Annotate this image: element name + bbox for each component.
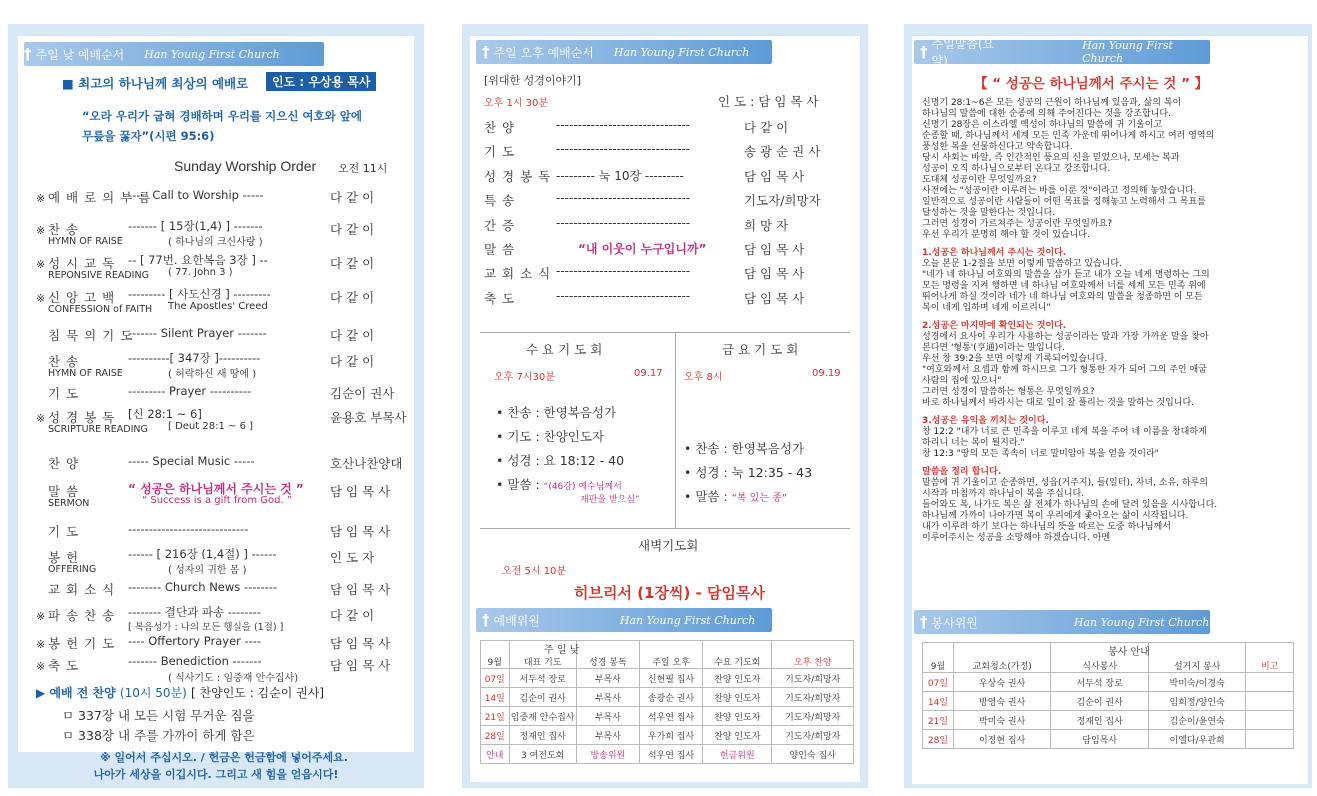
table-cell: 안내 <box>481 745 510 764</box>
order-person: 다 같 이 <box>330 190 375 205</box>
pre-hymn-1: ㅁ 337장 내 모든 시험 무거운 짐을 <box>62 708 255 723</box>
message-label: • 말씀 : <box>496 477 544 492</box>
message-text: “복 있는 종” <box>731 493 788 504</box>
afternoon-person: 희 망 자 <box>744 217 789 233</box>
pre-title: ▶ 예배 전 찬양 <box>36 686 116 700</box>
band-title: 주일말씀(요약) <box>931 37 995 68</box>
table-cell: 기도자/희망자 <box>772 726 854 745</box>
table-cell: 기도자/희망자 <box>772 707 854 726</box>
afternoon-detail: ------------------------------- <box>556 264 691 279</box>
sermon-line: 일반적으로 성공이란 사람들이 어떤 목표를 정해놓고 노력해서 그 목표를 <box>922 197 1206 207</box>
table-row <box>481 688 854 707</box>
table-header-group: 봉사 안내 <box>1108 647 1150 658</box>
table-header-row <box>481 641 854 669</box>
cross-icon: † <box>24 45 32 63</box>
afternoon-leader: 인 도 : 담 임 목 사 <box>718 94 819 109</box>
order-person: 김순이 권사 <box>330 386 395 401</box>
order-label: 찬 송 <box>48 354 80 369</box>
section-band <box>476 40 772 64</box>
order-detail-2: ( 성자의 귀한 몸 ) <box>168 565 247 576</box>
order-label-en: REPONSIVE READING <box>48 270 149 281</box>
duty-table <box>480 640 854 764</box>
afternoon-detail: ------------------------------- <box>556 288 691 303</box>
table-cell: 07일 <box>481 669 510 688</box>
pre-time: (10시 50분) <box>119 686 187 700</box>
table-cell: 찬양 인도자 <box>703 726 772 745</box>
order-detail: ------- [ 15장(1,4) ] ------- <box>128 219 263 233</box>
order-label: 신 앙 고 백 <box>48 290 116 305</box>
table-header-cell: 설거지 봉사 <box>1148 643 1246 673</box>
band-title: 예배위원 <box>493 613 540 628</box>
table-cell <box>1246 711 1294 730</box>
table-cell: 부목사 <box>576 669 639 688</box>
message-label: • 말씀 : <box>684 489 732 504</box>
sermon-point-heading: 2.성공은 마지막에 확인되는 것이다. <box>922 321 1067 331</box>
sermon-line: 신명기 28장은 이스라엘 백성이 하나님의 말씀에 귀 기울이고 <box>922 120 1163 130</box>
table-cell: 07일 <box>923 673 954 692</box>
message-text-2: 재판을 받으심” <box>580 495 640 505</box>
table-cell: 기도자/희망자 <box>772 669 854 688</box>
sermon-line: 본다면 '형통'(亨通)이라는 말입니다. <box>922 343 1065 353</box>
table-cell: 방송위원 <box>576 745 639 764</box>
order-detail: ------- Benediction ------- <box>128 654 262 668</box>
band-title: 봉사위원 <box>931 615 978 630</box>
table-cell: 박미숙 권사 <box>953 711 1051 730</box>
band-subtitle: Han Young First Church <box>144 47 280 61</box>
order-detail-2: [ 복음성가 : 나의 모든 행실을 (1절) ] <box>128 622 284 633</box>
order-person: 다 같 이 <box>330 354 375 369</box>
table-cell <box>1246 673 1294 692</box>
table-cell: 우상숙 권사 <box>953 673 1051 692</box>
table-header-cell: 오후 찬양 <box>772 641 854 669</box>
sermon-line: 내가 이루려 하기 보다는 하나님의 뜻을 따르는 도중 하나님께서 <box>922 522 1171 532</box>
sermon-line: 성공이 오직 하나님으로부터 온다고 강조합니다. <box>922 164 1111 174</box>
order-marker: ※ <box>36 224 46 237</box>
friday-item: • 성경 : 눅 12:35 - 43 <box>684 465 813 480</box>
sermon-line: 우선 우리가 분명히 해야 할 것이 있습니다. <box>922 230 1090 240</box>
table-header-cell: 성경 봉독 <box>576 641 639 669</box>
order-person: 담 임 목 사 <box>330 484 391 499</box>
section-band <box>476 608 772 632</box>
order-person: 호산나찬양대 <box>330 456 403 471</box>
band-subtitle: Han Young First Church <box>619 613 756 627</box>
sermon-line: 시작과 마침까지 하나님이 복을 주십니다. <box>922 489 1085 499</box>
order-detail-2: [ Deut 28:1 ~ 6 ] <box>168 421 254 432</box>
order-label-en: OFFERING <box>48 564 97 575</box>
wednesday-item: • 찬송 : 한영복음성가 <box>496 405 617 420</box>
table-cell: 부목사 <box>576 726 639 745</box>
panel-inner <box>470 36 860 782</box>
sermon-point-heading: 말씀을 정리 합니다. <box>922 467 1002 477</box>
section-band <box>24 42 324 66</box>
order-detail-2: ( 식사기도 : 임중재 안수집사) <box>168 673 299 684</box>
sermon-line: 당시 사회는 바알, 즉 인간적인 풍요의 신을 믿었으나, 모세는 복과 <box>922 153 1180 163</box>
table-cell: 28일 <box>923 730 954 749</box>
table-row <box>923 692 1294 711</box>
verse-line-2: 무릎을 꿇자”(시편 95:6) <box>82 129 215 143</box>
sermon-line: 뛰어나게 하실 것이라 네가 네 하나님 여호와의 말씀을 청종하면 이 모든 <box>922 292 1203 302</box>
table-cell: 찬양 인도자 <box>703 669 772 688</box>
afternoon-label: 찬 양 <box>484 120 516 135</box>
order-label-en: CONFESSION of FAITH <box>48 304 153 315</box>
divider <box>480 528 850 529</box>
pre-worship-title <box>36 684 324 701</box>
section-band <box>914 37 1210 68</box>
table-header-cell: 주일 오후 <box>639 641 702 669</box>
band-subtitle: Han Young First Church <box>1073 615 1210 629</box>
table-cell: 21일 <box>923 711 954 730</box>
order-marker: ※ <box>36 412 46 425</box>
order-label-en: HYMN OF RAISE <box>48 368 123 379</box>
order-detail: ------ [ 216장 (1,4절) ] ------ <box>128 547 277 561</box>
order-detail: ----------[ 347장 ]---------- <box>128 351 261 365</box>
pre-hymn-2: ㅁ 338장 내 주를 가까이 하게 함은 <box>62 728 255 743</box>
afternoon-detail: --------- 눅 10장 --------- <box>556 168 684 183</box>
order-person: 다 같 이 <box>330 328 375 343</box>
friday-message <box>684 487 787 505</box>
afternoon-detail: ------------------------------- <box>556 215 691 230</box>
afternoon-person: 담 임 목 사 <box>744 242 805 257</box>
wednesday-message <box>496 475 622 493</box>
table-cell: 신현필 집사 <box>639 669 702 688</box>
table-cell: 임중재 안수집사 <box>509 707 576 726</box>
afternoon-person: 기도자/희망자 <box>744 193 821 209</box>
table-cell: 이엘다/우관희 <box>1148 730 1246 749</box>
sermon-line: 우선 창 39:2을 보면 이렇게 기록되어있습니다. <box>922 354 1108 364</box>
order-label: 기 도 <box>48 386 80 401</box>
table-cell: 정재인 집사 <box>1051 711 1149 730</box>
wednesday-item: • 기도 : 찬양인도자 <box>496 429 605 444</box>
leader-badge: 인도 : 우상용 목사 <box>266 72 376 91</box>
order-detail-2: ( 허락하신 새 땅에 ) <box>168 369 257 380</box>
cross-icon: † <box>482 43 490 61</box>
order-detail: -------- Church News -------- <box>128 580 278 594</box>
sermon-point-heading: 1.성공은 하나님께서 주시는 것이다. <box>922 248 1067 258</box>
table-cell: 양인숙 집사 <box>772 745 854 764</box>
sermon-line: 하나님의 말씀에 대한 순종에 의해 주어진다는 것을 강조합니다. <box>922 109 1171 119</box>
table-cell: 부목사 <box>576 688 639 707</box>
sermon-line: 그러면 성경이 가르쳐주는 성공이란 무엇일까요? <box>922 219 1113 229</box>
afternoon-label: 축 도 <box>484 290 516 306</box>
wednesday-time: 오후 7시30분 <box>494 372 555 383</box>
panel-afternoon-worship <box>462 24 868 788</box>
order-marker: ※ <box>36 638 46 651</box>
afternoon-person: 송 광 순 권 사 <box>744 144 821 160</box>
order-marker: ※ <box>36 660 46 673</box>
order-title: Sunday Worship Order <box>174 158 317 174</box>
panel-inner <box>912 36 1308 784</box>
table-header-cell: 수요 기도회 <box>703 641 772 669</box>
sermon-line: 하리니 너는 복이 될지라." <box>922 438 1025 448</box>
panel-sermon-summary <box>904 24 1312 788</box>
afternoon-label: 성 경 봉 독 <box>484 168 552 184</box>
sermon-line: "네가 네 하나님 여호와의 말씀을 삼가 듣고 내가 오늘 네게 명령하는 그의 <box>922 270 1210 280</box>
table-cell: 방영숙 권사 <box>953 692 1051 711</box>
table-cell: 서두석 장로 <box>1051 673 1149 692</box>
order-marker: ※ <box>36 258 46 271</box>
friday-title: 금 요 기 도 회 <box>722 342 799 357</box>
sermon-line: 도대체 성공이란 무엇일까요? <box>922 175 1037 185</box>
sermon-line: 창 12:2 "내가 너로 큰 민족을 이루고 네게 복을 주어 네 이름을 창대하게 <box>922 427 1207 437</box>
table-cell: 김순이 권사 <box>509 688 576 707</box>
band-title: 주일 오후 예배순서 <box>493 45 594 60</box>
afternoon-time: 오후 1시 30분 <box>484 98 549 109</box>
order-marker: ※ <box>36 610 46 623</box>
dawn-title: 새벽기도회 <box>638 538 699 553</box>
sermon-line: 달성하는 것을 말한다는 것입니다. <box>922 208 1056 218</box>
service-table <box>922 642 1294 749</box>
table-cell: 찬양 인도자 <box>703 688 772 707</box>
band-subtitle: Han Young First Church <box>1082 39 1173 65</box>
table-header-cell: 대표 기도 <box>509 641 576 669</box>
table-row <box>923 673 1294 692</box>
message-text: “(46강) 예수님께서 <box>543 482 622 492</box>
order-person: 담 임 목 사 <box>330 636 391 651</box>
divider <box>675 332 676 528</box>
spacer <box>922 460 1302 467</box>
divider <box>480 332 850 333</box>
sermon-body <box>922 98 1302 544</box>
wednesday-title: 수 요 기 도 회 <box>526 342 603 357</box>
order-label: 성 시 교 독 <box>48 256 116 271</box>
afternoon-detail: “내 이웃이 누구입니까” <box>578 242 707 256</box>
table-cell: 이정현 집사 <box>953 730 1051 749</box>
order-label: 봉 헌 기 도 <box>48 636 116 651</box>
sermon-line: 이루어주시는 성공을 소망해야 하겠습니다. 아멘 <box>922 533 1111 543</box>
order-detail: --------- Prayer ---------- <box>128 384 252 398</box>
order-detail: ----- Call to Worship ----- <box>128 188 264 202</box>
table-header-cell: 식사봉사 <box>1051 643 1149 673</box>
order-person: 담 임 목 사 <box>330 658 391 673</box>
order-detail: ----- Special Music ----- <box>128 454 255 468</box>
order-label: 말 씀 <box>48 484 80 499</box>
sermon-line: 바로 하나님께서 바라시는 대로 일이 잘 풀리는 것을 말하는 것입니다. <box>922 398 1195 408</box>
sermon-line: 들어와도 복, 나가도 복은 삶 전체가 하나님의 손에 달려 있음을 시사합니다. <box>922 500 1218 510</box>
order-marker: ※ <box>36 192 46 205</box>
cross-icon: † <box>920 43 928 61</box>
order-person: 인 도 자 <box>330 550 375 565</box>
table-cell: 헌금위원 <box>703 745 772 764</box>
order-label: 교 회 소 식 <box>48 582 116 597</box>
sermon-line: 오늘 본문 1-2절을 보면 이렇게 말씀하고 있습니다. <box>922 259 1122 269</box>
order-detail: -- [ 77번. 요한복음 3장 ] -- <box>128 253 268 267</box>
verse-line-1: “오라 우리가 굽혀 경배하며 우리를 지으신 여호와 앞에 <box>82 109 362 123</box>
table-row <box>481 726 854 745</box>
table-cell: 3 여전도회 <box>509 745 576 764</box>
table-header-group: 주 일 낮 <box>544 645 580 656</box>
afternoon-label: 간 증 <box>484 217 516 233</box>
friday-date: 09.19 <box>812 368 841 379</box>
table-cell: 석우연 집사 <box>639 707 702 726</box>
afternoon-person: 담 임 목 사 <box>744 290 805 306</box>
order-label: 찬 송 <box>48 222 80 237</box>
wednesday-date: 09.17 <box>634 368 663 379</box>
table-cell: 석우연 집사 <box>639 745 702 764</box>
order-label: 봉 헌 <box>48 550 80 565</box>
sermon-line: 사전에는 "성공이란 이루려는 바를 이룬 것"이라고 정의해 놓았습니다. <box>922 186 1197 196</box>
sermon-line: 순종할 때, 하나님께서 세계 모든 민족 가운데 뛰어나게 하시고 여러 영역의 <box>922 131 1215 141</box>
panel-morning-worship <box>8 24 424 788</box>
table-cell: 우가희 집사 <box>639 726 702 745</box>
order-person: 윤용호 부목사 <box>330 410 407 425</box>
spacer <box>922 409 1302 416</box>
order-label: 축 도 <box>48 658 80 673</box>
order-detail: ------- Silent Prayer ------- <box>128 326 267 340</box>
sermon-line: 모든 명령을 지켜 행하면 네 하나님 여호와께서 너를 세계 모든 민족 위에 <box>922 281 1206 291</box>
table-cell <box>1246 730 1294 749</box>
sermon-point-heading: 3.성공은 유익을 끼치는 것이다. <box>922 416 1049 426</box>
table-cell: 박미숙/이경숙 <box>1148 673 1246 692</box>
afternoon-detail: ------------------------------- <box>556 118 691 132</box>
table-cell: 김순이/윤연숙 <box>1148 711 1246 730</box>
spacer <box>922 314 1302 321</box>
order-label: 침 묵 의 기 도 <box>48 328 134 343</box>
dawn-time: 오전 5시 10분 <box>502 566 567 577</box>
order-detail-2: The Apostles' Creed <box>168 301 268 312</box>
table-row <box>481 669 854 688</box>
sermon-line: 창 12:3 "땅의 모든 족속이 너로 말미암아 복을 얻을 것이라" <box>922 449 1159 459</box>
notice: ※ 일어서 주십시오. / 헌금은 헌금함에 넣어주세요. <box>100 751 348 764</box>
sermon-line: 복이 네게 임하며 네게 이르리니" <box>922 303 1051 313</box>
sermon-line: 하나님께 가까이 나아가면 복이 우리에게 좇아오는 삶이 시작됩니다. <box>922 511 1189 521</box>
table-cell: 28일 <box>481 726 510 745</box>
order-detail-2: “ Success is a gift from God. ” <box>142 495 293 506</box>
table-cell: 정재인 집사 <box>509 726 576 745</box>
sermon-line: 말씀에 귀 기울이고 순종하면, 성읍(거주지), 들(일터), 자녀, 소유, 하루의 <box>922 478 1208 488</box>
footer-slogan: 나아가 세상을 이깁시다. 그리고 새 힘을 얻읍시다! <box>93 768 339 781</box>
order-label: 찬 양 <box>48 456 80 471</box>
table-header-cell: 교회청소(가정) <box>953 643 1051 673</box>
order-label-en: SCRIPTURE READING <box>48 424 148 435</box>
afternoon-label: 교 회 소 식 <box>484 266 552 282</box>
table-cell: 부목사 <box>576 707 639 726</box>
table-cell: 담임목사 <box>1051 730 1149 749</box>
table-header-cell: 9월 <box>481 641 510 669</box>
order-person: 다 같 이 <box>330 290 375 305</box>
sermon-line: "여호와께서 요셉과 함께 하시므로 그가 형통한 자가 되어 그의 주인 애굽 <box>922 365 1207 375</box>
order-detail: -------- 결단과 파송 -------- <box>128 605 261 619</box>
sermon-line: 사람의 집에 있으니" <box>922 376 1002 386</box>
afternoon-label: 기 도 <box>484 144 516 160</box>
order-label-en: HYMN OF RAISE <box>48 236 123 247</box>
order-time: 오전 11시 <box>338 162 388 175</box>
afternoon-person: 담 임 목 사 <box>744 266 805 282</box>
cross-icon: † <box>920 613 928 631</box>
order-person: 다 같 이 <box>330 608 375 623</box>
order-label: 예 배 로 의 부 름 <box>48 190 152 205</box>
section-band <box>914 610 1210 634</box>
sermon-headline: 【 “ 성공은 하나님께서 주시는 것 ” 】 <box>974 76 1209 92</box>
table-cell: 김순이 권사 <box>1051 692 1149 711</box>
table-row <box>923 711 1294 730</box>
order-detail: ----------------------------- <box>128 522 249 536</box>
subtitle: [위대한 성경이야기] <box>484 74 582 87</box>
table-cell: 21일 <box>481 707 510 726</box>
wednesday-item: • 성경 : 요 18:12 - 40 <box>496 453 625 468</box>
table-cell: 송광순 권사 <box>639 688 702 707</box>
band-title: 주일 낮 예배순서 <box>35 47 125 62</box>
order-detail: ---- Offertory Prayer ---- <box>128 634 262 648</box>
sermon-line: 성경에서 요사이 우리가 사용하는 성공이라는 말과 가장 가까운 말을 찾아 <box>922 332 1209 342</box>
order-label: 성 경 봉 독 <box>48 410 116 425</box>
order-person: 다 같 이 <box>330 222 375 237</box>
cross-icon: † <box>482 611 490 629</box>
afternoon-label: 말 씀 <box>484 242 516 257</box>
order-label: 기 도 <box>48 524 80 539</box>
spacer <box>922 241 1302 248</box>
table-row <box>481 745 854 764</box>
afternoon-person: 담 임 목 사 <box>744 168 805 184</box>
table-cell: 찬양 인도자 <box>703 707 772 726</box>
table-row <box>923 730 1294 749</box>
sermon-line: 풍성한 복을 선물하신다고 약속합니다. <box>922 142 1073 152</box>
order-person: 담 임 목 사 <box>330 582 391 597</box>
order-detail: “ 성공은 하나님께서 주시는 것 ” <box>128 482 304 496</box>
sermon-line: 그러면 성경이 말씀하는 형통은 무엇일까요? <box>922 387 1095 397</box>
table-cell: 14일 <box>481 688 510 707</box>
table-cell <box>1246 692 1294 711</box>
order-detail: --------- [ 사도신경 ] --------- <box>128 287 271 301</box>
band-subtitle: Han Young First Church <box>613 45 750 59</box>
panel-inner <box>18 36 414 764</box>
afternoon-person: 다 같 이 <box>744 120 789 135</box>
order-label: 파 송 찬 송 <box>48 608 116 623</box>
heading: ■ 최고의 하나님께 최상의 예배로 <box>62 76 249 91</box>
afternoon-detail: ------------------------------- <box>556 191 691 206</box>
order-detail: [신 28:1 ~ 6] <box>128 407 202 421</box>
friday-time: 오후 8시 <box>684 372 723 383</box>
table-header-cell: 비고 <box>1246 643 1294 673</box>
order-marker: ※ <box>36 292 46 305</box>
afternoon-detail: ------------------------------- <box>556 142 691 157</box>
order-detail-2: ( 하나님의 크신사랑 ) <box>168 237 263 248</box>
table-row <box>481 707 854 726</box>
table-cell: 14일 <box>923 692 954 711</box>
table-header-cell: 9월 <box>923 643 954 673</box>
table-cell: 임희정/양인숙 <box>1148 692 1246 711</box>
table-cell: 서두석 장로 <box>509 669 576 688</box>
order-detail-2: ( 77. John 3 ) <box>168 267 233 278</box>
order-label-en: SERMON <box>48 498 90 509</box>
order-person: 담 임 목 사 <box>330 524 391 539</box>
order-person: 다 같 이 <box>330 256 375 271</box>
sermon-line: 신명기 28:1~6은 모든 성공의 근원이 하나님께 있음과, 삶의 복이 <box>922 98 1182 108</box>
afternoon-label: 특 송 <box>484 193 516 209</box>
table-cell: 기도자/희망자 <box>772 688 854 707</box>
dawn-text: 히브리서 (1장씩) - 담임목사 <box>574 584 765 602</box>
friday-item: • 찬송 : 한영복음성가 <box>684 441 805 456</box>
pre-leader: [ 찬양인도 : 김순이 권사] <box>191 686 325 700</box>
